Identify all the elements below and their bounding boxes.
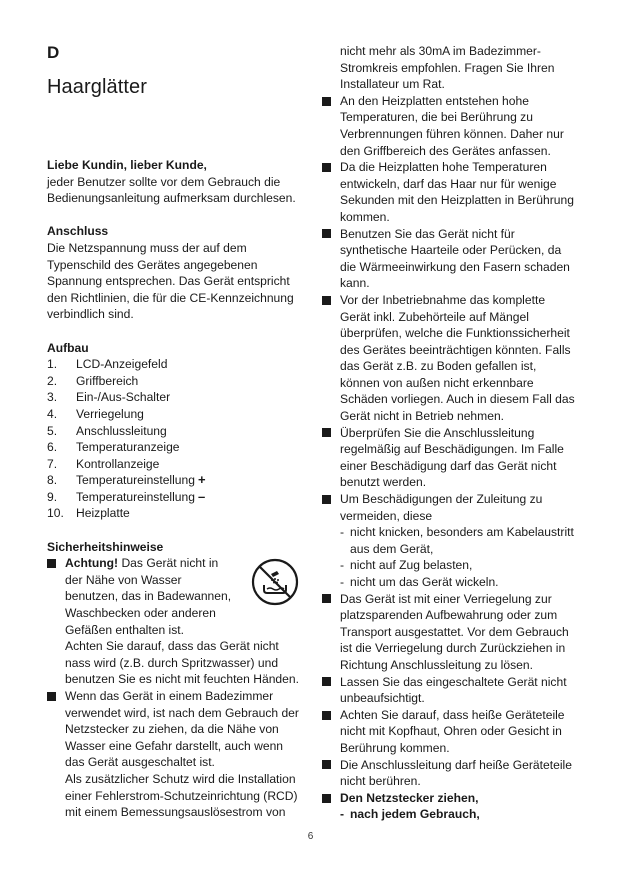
dash-glyph: - (340, 575, 345, 589)
list-item: Das Gerät ist mit einer Verriegelung zur platzsparenden Aufbewahrung oder zum Transport ausgestattet. Vor dem Gebrauch ist die Verriegelung durch Zurückziehen in Richtung Anschlussleitung zu lösen. (322, 591, 578, 674)
safety-list-left (47, 555, 302, 821)
aufbau-item-text: Temperatureinstellung (76, 489, 195, 504)
aufbau-item-label (76, 373, 302, 390)
aufbau-item-label (76, 423, 302, 440)
unplug-heading: Den Netzstecker ziehen, (340, 790, 479, 805)
intro-text: jeder Benutzer sollte vor dem Gebrauch die Bedienungsanleitung aufmerksam durchlesen. (47, 174, 296, 206)
left-column (47, 43, 302, 837)
aufbau-list (47, 356, 302, 522)
aufbau-item-label (76, 389, 302, 406)
sub-item (340, 557, 578, 574)
aufbau-item-number: 7. (47, 456, 58, 471)
aufbau-item-text: LCD-Anzeigefeld (76, 357, 168, 372)
aufbau-item-number: 6. (47, 440, 58, 455)
aufbau-item-text: Ein-/Aus-Schalter (76, 390, 171, 405)
aufbau-item (47, 472, 302, 489)
aufbau-item-number: 9. (47, 489, 58, 504)
aufbau-item-label (76, 439, 302, 456)
cord-sublist (340, 524, 578, 590)
page-number: 6 (307, 831, 314, 842)
aufbau-item (47, 356, 302, 373)
aufbau-item-label (76, 505, 302, 522)
warning-line-2: der Nähe von Wasser (65, 572, 182, 587)
aufbau-item-number: 10. (47, 506, 64, 521)
aufbau-item (47, 423, 302, 440)
aufbau-item-number: 2. (47, 373, 58, 388)
aufbau-item-text: Heizplatte (76, 506, 130, 521)
no-water-bath-icon (250, 557, 300, 607)
sub-item-text: nicht auf Zug belasten, (350, 558, 473, 573)
bathroom-text-1: Wenn das Gerät in einem Badezimmer verwendet wird, ist nach dem Gebrauch der Netzstecker zu ziehen, da die Nähe von Wasser eine Gefahr darstellt, auch wenn das Gerät ausgeschaltet ist. (65, 689, 299, 770)
aufbau-item (47, 456, 302, 473)
bathroom-text-2: Als zusätzlicher Schutz wird die Installation einer Fehlerstrom-Schutzeinrichtung (RCD) mit einem Bemessungsauslösestrom von (65, 771, 298, 820)
aufbau-item-label (76, 356, 302, 373)
title-spacer (47, 99, 302, 157)
warning-line-5: Gefäßen enthalten ist. (65, 622, 184, 637)
aufbau-item-text: Anschlussleitung (76, 423, 167, 438)
language-letter: D (47, 43, 60, 62)
aufbau-item (47, 389, 302, 406)
anschluss-section (47, 223, 302, 323)
list-item: Benutzen Sie das Gerät nicht für synthetische Haarteile oder Perücken, da die Wärmeeinwirkung den Fasern schaden kann. (322, 226, 578, 292)
list-item: Die Anschlussleitung darf heiße Geräteteile nicht berühren. (322, 757, 578, 790)
aufbau-section (47, 340, 302, 523)
aufbau-item-number: 4. (47, 406, 58, 421)
anschluss-text: Die Netzspannung muss der auf dem Typenschild des Gerätes angegebenen Spannung entsprechen. Das Gerät entspricht den Richtlinien, die für die CE-Kennzeichnung verbindlich sind. (47, 240, 294, 322)
aufbau-heading: Aufbau (47, 340, 89, 355)
page-title: Haarglätter (47, 76, 148, 98)
aufbau-item-number: 1. (47, 357, 58, 372)
sub-item (340, 806, 578, 823)
warning-line-3: benutzen, das in Badewannen, (65, 589, 232, 604)
aufbau-item-label (76, 489, 302, 506)
aufbau-item-text: Temperatureinstellung (76, 473, 195, 488)
list-item-cord (322, 491, 578, 591)
warning-text-2: Achten Sie darauf, dass das Gerät nicht nass wird (z.B. durch Spritzwasser) und benutzen Sie es nicht mit feuchten Händen. (65, 639, 299, 687)
aufbau-item (47, 439, 302, 456)
aufbau-item-text: Kontrollanzeige (76, 456, 160, 471)
sub-item (340, 574, 578, 591)
aufbau-item (47, 505, 302, 522)
aufbau-item-text: Griffbereich (76, 373, 139, 388)
cord-intro: Um Beschädigungen der Zuleitung zu vermeiden, diese (340, 492, 543, 523)
aufbau-item-text: Temperaturanzeige (76, 440, 180, 455)
list-item: Überprüfen Sie die Anschlussleitung regelmäßig auf Beschädigungen. Im Falle einer Beschädigung darf das Gerät nicht benutzt werden. (322, 425, 578, 491)
list-item-bathroom-continued (322, 43, 578, 93)
sub-item-text: nach jedem Gebrauch, (350, 807, 480, 822)
aufbau-item-text: Verriegelung (76, 406, 144, 421)
intro-section (47, 157, 302, 207)
warning-bold: Achtung! (65, 556, 119, 571)
aufbau-item-label (76, 406, 302, 423)
aufbau-item (47, 406, 302, 423)
safety-section (47, 539, 302, 821)
right-column (322, 43, 578, 823)
sub-item-text: nicht um das Gerät wickeln. (350, 575, 499, 589)
sub-item (340, 524, 578, 557)
dash-glyph: - (340, 525, 345, 540)
sub-item-text: nicht knicken, besonders am Kabelaustritt aus dem Gerät, (350, 525, 574, 556)
bathroom-text-3: nicht mehr als 30mA im Badezimmer-Stromkreis empfohlen. Fragen Sie Ihren Installateur um Rat. (340, 44, 555, 92)
list-item: An den Heizplatten entstehen hohe Temperaturen, die bei Berührung zu Verbrennungen führen können. Daher nur den Griffbereich des Gerätes anfassen. (322, 93, 578, 159)
list-item: Achten Sie darauf, dass heiße Geräteteile nicht mit Kopfhaut, Ohren oder Gesicht in Berührung kommen. (322, 707, 578, 757)
warning-line-4: Waschbecken oder anderen (65, 606, 216, 621)
aufbau-item-number: 8. (47, 473, 58, 488)
aufbau-item-sign: – (198, 488, 206, 504)
aufbau-item-label (76, 472, 302, 489)
list-item: Da die Heizplatten hohe Temperaturen entwickeln, darf das Haar nur für wenige Sekunden mit den Heizplatten in Berührung kommen. (322, 159, 578, 225)
aufbau-item-number: 3. (47, 390, 58, 405)
aufbau-item-sign: + (198, 472, 206, 488)
warning-line-1: Das Gerät nicht in (121, 556, 219, 571)
anschluss-heading: Anschluss (47, 224, 109, 239)
unplug-sublist (340, 806, 578, 823)
list-item-unplug (322, 790, 578, 823)
list-item: Vor der Inbetriebnahme das komplette Gerät inkl. Zubehörteile auf Mängel überprüfen, welche die Funktionssicherheit des Gerätes beeinträchtigen könnten. Falls das Gerät z.B. zu Boden gefallen ist, können von außen nicht erkennbare Schäden vorliegen. Auch in diesem Fall das Gerät nicht in Betrieb nehmen. (322, 292, 578, 425)
aufbau-item-label (76, 456, 302, 473)
dash-glyph: - (340, 807, 345, 822)
intro-greeting: Liebe Kundin, lieber Kunde, (47, 158, 207, 172)
list-item-bathroom (47, 688, 302, 821)
safety-heading: Sicherheitshinweise (47, 539, 164, 554)
safety-list-right (322, 43, 578, 823)
dash-glyph: - (340, 558, 345, 573)
aufbau-item (47, 489, 302, 506)
aufbau-item (47, 373, 302, 390)
list-item: Lassen Sie das eingeschaltete Gerät nicht unbeaufsichtigt. (322, 674, 578, 707)
list-item-warning (47, 555, 302, 688)
aufbau-item-number: 5. (47, 423, 58, 438)
